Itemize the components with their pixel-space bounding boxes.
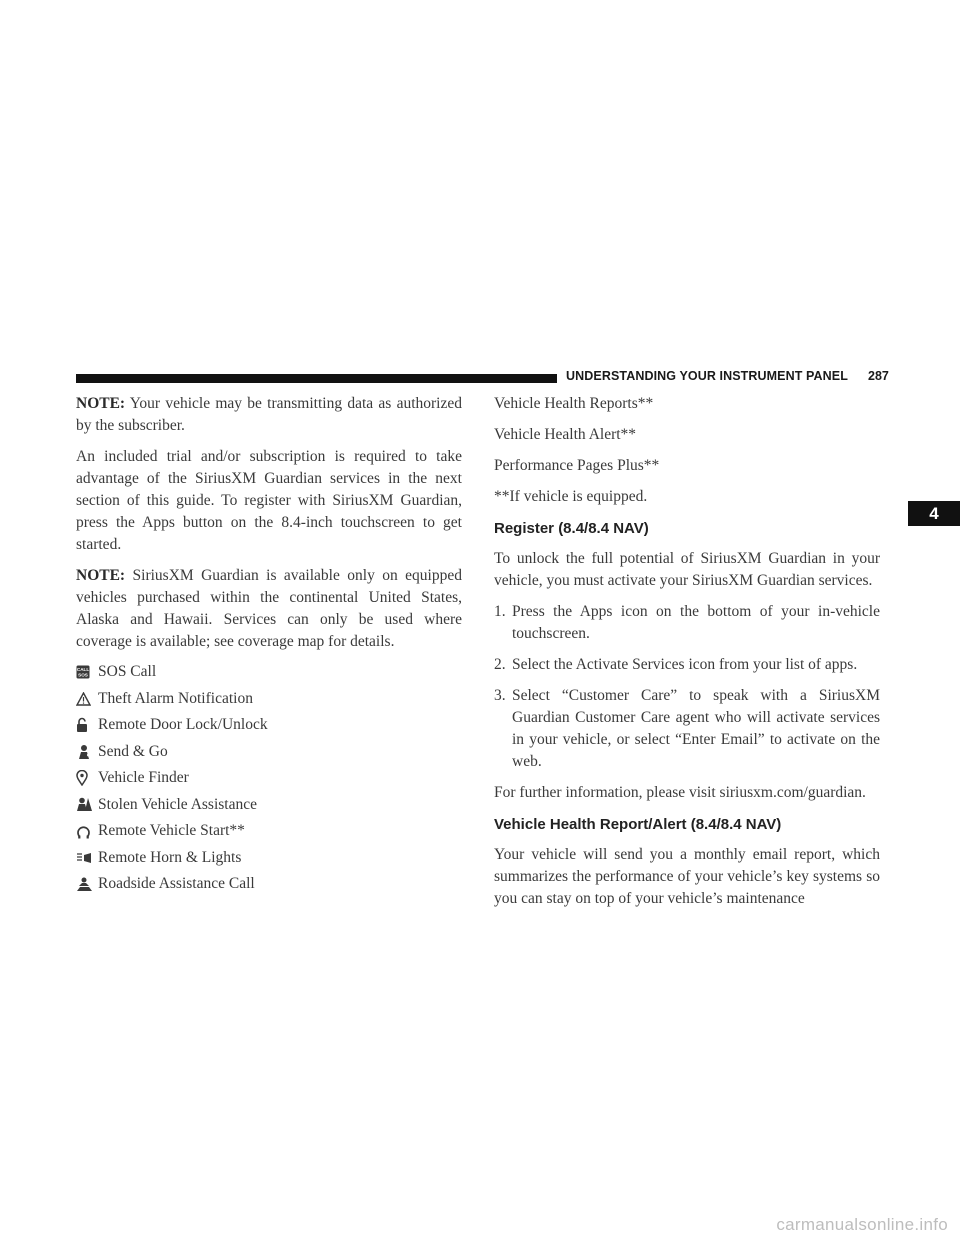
feature-label: Theft Alarm Notification bbox=[98, 689, 253, 707]
step-text: Select the Activate Services icon from your list of apps. bbox=[512, 656, 858, 673]
header-rule bbox=[76, 374, 557, 383]
feature-item bbox=[76, 712, 462, 739]
feature-item bbox=[76, 659, 462, 686]
location-pin-icon bbox=[76, 769, 98, 787]
person-pin-icon bbox=[76, 743, 98, 761]
running-header-title: UNDERSTANDING YOUR INSTRUMENT PANEL bbox=[566, 369, 848, 383]
note-1 bbox=[76, 393, 462, 437]
chapter-tab: 4 bbox=[908, 501, 960, 526]
feature-label: Send & Go bbox=[98, 742, 168, 760]
feature-item bbox=[76, 765, 462, 792]
step-item bbox=[494, 685, 880, 773]
page-number: 287 bbox=[868, 369, 889, 383]
section-heading-register: Register (8.4/8.4 NAV) bbox=[494, 520, 649, 537]
feature-label: Remote Door Lock/Unlock bbox=[98, 716, 268, 734]
sos-call-icon bbox=[76, 663, 98, 681]
list-line: Performance Pages Plus** bbox=[494, 457, 660, 474]
stolen-vehicle-icon bbox=[76, 796, 98, 814]
svg-text:SOS: SOS bbox=[78, 672, 88, 678]
watermark: carmanualsonline.info bbox=[776, 1215, 948, 1234]
step-number: 2. bbox=[494, 656, 506, 673]
feature-label: Remote Vehicle Start** bbox=[98, 822, 245, 840]
feature-item bbox=[76, 845, 462, 872]
remote-start-icon bbox=[76, 822, 98, 840]
intro-paragraph: An included trial and/or subscription is required to take advantage of the SiriusXM Guardian services in the next section of this guide. To register with SiriusXM Guardian, press the Apps button on the 8.4-inch touchscreen to get started. bbox=[76, 448, 462, 553]
padlock-icon bbox=[76, 716, 98, 734]
note-text: SiriusXM Guardian is available only on equipped vehicles purchased within the continental United States, Alaska and Hawaii. Services can only be used where coverage is available; see coverage map for details. bbox=[76, 567, 462, 650]
feature-item bbox=[76, 818, 462, 845]
list-line: Vehicle Health Alert** bbox=[494, 426, 637, 443]
feature-label: SOS Call bbox=[98, 663, 157, 681]
step-number: 1. bbox=[494, 603, 506, 620]
step-text: Press the Apps icon on the bottom of your in-vehicle touchscreen. bbox=[512, 603, 880, 642]
step-number: 3. bbox=[494, 687, 506, 704]
note-2 bbox=[76, 565, 462, 653]
health-paragraph: Your vehicle will send you a monthly email report, which summarizes the performance of your vehicle’s key systems so you can stay on top of your vehicle’s maintenance bbox=[494, 846, 880, 907]
feature-label: Vehicle Finder bbox=[98, 769, 189, 787]
note-text: Your vehicle may be transmitting data as authorized by the subscriber. bbox=[76, 395, 462, 434]
left-column bbox=[76, 393, 462, 898]
note-label: NOTE: bbox=[76, 567, 126, 584]
further-info-paragraph: For further information, please visit siriusxm.com/guardian. bbox=[494, 784, 866, 801]
note-label: NOTE: bbox=[76, 395, 126, 412]
footnote: **If vehicle is equipped. bbox=[494, 488, 648, 505]
feature-item bbox=[76, 871, 462, 898]
feature-item bbox=[76, 739, 462, 766]
feature-label: Roadside Assistance Call bbox=[98, 875, 255, 893]
feature-label: Remote Horn & Lights bbox=[98, 848, 242, 866]
feature-label: Stolen Vehicle Assistance bbox=[98, 795, 257, 813]
section-heading-health: Vehicle Health Report/Alert (8.4/8.4 NAV) bbox=[494, 816, 782, 833]
list-line: Vehicle Health Reports** bbox=[494, 395, 654, 412]
step-text: Select “Customer Care” to speak with a SiriusXM Guardian Customer Care agent who will activate services in your vehicle, or select “Enter Email” to activate on the web. bbox=[512, 687, 880, 770]
feature-item bbox=[76, 792, 462, 819]
feature-list bbox=[76, 659, 462, 898]
step-item bbox=[494, 601, 880, 645]
svg-text:CALL: CALL bbox=[76, 667, 90, 673]
register-paragraph: To unlock the full potential of SiriusXM Guardian in your vehicle, you must activate your SiriusXM Guardian services. bbox=[494, 550, 880, 589]
warning-triangle-icon bbox=[76, 690, 98, 708]
step-item bbox=[494, 654, 880, 676]
feature-item bbox=[76, 686, 462, 713]
roadside-assistance-icon bbox=[76, 875, 98, 893]
right-column bbox=[494, 393, 880, 910]
horn-lights-icon bbox=[76, 849, 98, 867]
